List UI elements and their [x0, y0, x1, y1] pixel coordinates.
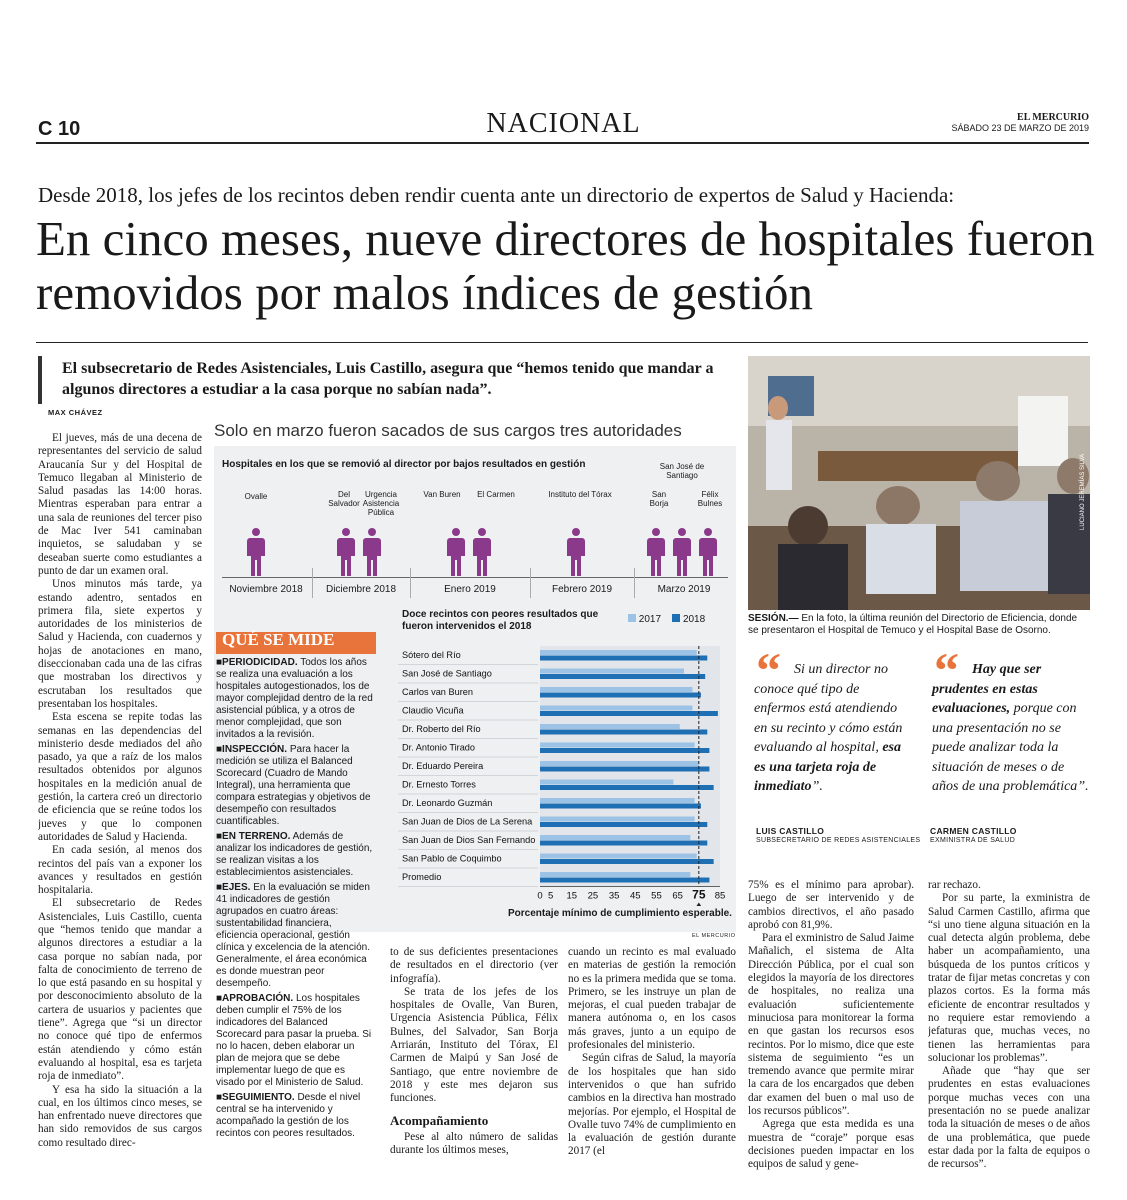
x-tick-label: 35 [608, 890, 620, 902]
hospital-name: Félix Bulnes [697, 490, 723, 508]
subheading: Acompañamiento [390, 1112, 489, 1128]
que-se-mide-item: ■SEGUIMIENTO. Desde el nivel central se ha intervenido y acompañado la gestión de los recintos con peores resultados. [216, 1092, 361, 1139]
paragraph: cuando un recinto es mal evaluado en materias de gestión la remoción no es la primera medida que se toma. Primero, se les instruye un plan de mejoras, el cual pueden trabajar de manera autónoma o, en los casos más graves, junto a un equipo de profesionales del ministerio. [568, 946, 736, 1052]
bar-2017 [540, 650, 697, 655]
quote-end: ”. [1077, 779, 1089, 794]
person-icon [336, 528, 356, 576]
bar-2017 [540, 724, 680, 729]
category-label: Dr. Eduardo Pereira [402, 761, 484, 771]
deck: El subsecretario de Redes Asistenciales, Luis Castillo, asegura que “hemos tenido que mandar a algunos directores a estudiar a la casa porque no sabían nada”. [62, 360, 714, 398]
infographic-credit: EL MERCURIO [692, 933, 736, 939]
hospitals-title: Hospitales en los que se removió al director por bajos resultados en gestión [222, 459, 586, 470]
paragraph: En cada sesión, al menos dos recintos del país van a exponer los avances y resultados en gestión hospitalaria. [38, 844, 202, 897]
bar-2018 [540, 693, 701, 698]
bar-2017 [540, 669, 684, 674]
quote-author: CARMEN CASTILLO [930, 826, 1017, 836]
que-se-mide-item: ■EJES. En la evaluación se miden 41 indicadores de gestión agrupados en cuatro áreas: sustentabilidad financiera, eficiencia operacional, gestión clínica y excelencia de la atención. Generalmente, el área económica es donde muestran peor desempeño. [216, 882, 370, 989]
paragraph: Y esa ha sido la situación a la cual, en los últimos cinco meses, se han enfrentado nueve directores que han sido removidos de sus cargos como resultado direc- [38, 1083, 202, 1149]
x-tick-label: 85 [714, 890, 726, 902]
headline-rule [36, 342, 1088, 343]
bar-2018 [540, 748, 709, 753]
hospital-name: Del Salvador [328, 490, 360, 508]
timeline-month: Noviembre 2018 [229, 584, 303, 595]
que-se-mide-box [216, 632, 376, 1167]
bar-2018 [540, 804, 701, 809]
quote-author-role: EXMINISTRA DE SALUD [930, 837, 1016, 844]
paragraph: Esta escena se repite todas las semanas en las dependencias del ministerio desde mediados del año pasado, ya que a raíz de los malos resultados obtenidos por algunos hospitales en la medición anual de gestión, la cartera creó un directorio de eficiencia que se reúne todos los jueves y que lo componen autoridades de Salud y Hacienda. [38, 711, 202, 843]
category-label: Dr. Leonardo Guzmán [402, 798, 493, 808]
item-text: Desde el nivel central se ha intervenido y acompañado la gestión de los recintos con peores resultados. [216, 1092, 361, 1139]
body-column-4 [568, 946, 736, 1171]
que-se-mide-item: ■EN TERRENO. Además de analizar los indicadores de gestión, se realizan visitas a los establecimientos asistenciales. [216, 831, 373, 878]
person-icon [566, 528, 586, 576]
timeline-month: Diciembre 2018 [325, 584, 397, 595]
legend-label: 2017 [638, 614, 662, 625]
bar-2018 [540, 656, 707, 661]
paragraph: Agrega que esta medida es una muestra de “coraje” porque esas decisiones pueden impactar en los equipos de salud y gene- [748, 1118, 914, 1171]
photo-credit: LUCIANO JEREMÍAS SILVA [1080, 453, 1086, 530]
item-label: EJES. [222, 882, 251, 893]
paragraph: Añade que “hay que ser prudentes en estas evaluaciones porque muchas veces con una presentación no se puede analizar toda la situación de meses o de años de una problemática, que puede estar dada por la falta de equipos o de recursos”. [928, 1065, 1090, 1171]
paragraph: 75% es el mínimo para aprobar). Luego de ser intervenido y de cambios directivos, el año pasado aprobó con 81,9%. [748, 879, 914, 931]
header-rule [36, 142, 1089, 144]
meeting-photo [748, 356, 1090, 610]
item-label: PERIODICIDAD. [222, 657, 298, 668]
issue-date: SÁBADO 23 DE MARZO DE 2019 [951, 123, 1089, 133]
category-label: San José de Santiago [402, 668, 492, 679]
body-column-3 [390, 946, 558, 1171]
bar-2018 [540, 767, 709, 772]
item-label: APROBACIÓN. [222, 993, 294, 1004]
person-icon [672, 528, 692, 576]
quote-text: porque con una presentación no se puede analizar toda la situación de meses o de años de una problemática [932, 701, 1078, 794]
legend-swatch-2017 [628, 614, 636, 622]
pull-quote [932, 660, 1092, 797]
x-tick-label: 15 [566, 890, 578, 902]
bar-2017 [540, 743, 695, 748]
bar-2017 [540, 817, 695, 822]
body-column-1 [38, 432, 202, 1167]
person-icon [362, 528, 382, 576]
category-label: Promedio [402, 872, 442, 882]
person-icon [472, 528, 492, 576]
timeline-divider [634, 568, 635, 598]
quote-mark-icon: “ [934, 642, 959, 698]
timeline-month: Enero 2019 [444, 584, 496, 595]
quote-end: ”. [811, 779, 823, 794]
paragraph: Por su parte, la exministra de Salud Carmen Castillo, afirma que “si uno tiene alguna situación en la cual detecta algún problema, debe haber un acompañamiento, una búsqueda de los puntos críticos y tratar de fijar metas concretas y con plazos cortos. Es la forma más eficiente de encontrar resultados y no requiere estar removiendo a jefaturas que, muchas veces, no tienen las herramientas para solucionar los problemas”. [928, 892, 1090, 1064]
chart-title: Doce recintos con peores resultados que fueron intervenidos el 2018 [402, 609, 599, 632]
pull-quote [754, 660, 910, 797]
photo-caption [748, 613, 1090, 637]
quote-bold: Hay que ser prudentes en estas evaluaciones, [932, 662, 1042, 716]
paragraph: Según cifras de Salud, la mayoría de los hospitales que han sido intervenidos o que han sufrido cambios en la directiva han mostrado mejorías. Por ejemplo, el Hospital de Ovalle tuvo 74% de cumplimiento en la evaluación de gestión durante 2017 (el [568, 1052, 736, 1158]
legend-label: 2018 [682, 614, 706, 625]
que-se-mide-item: ■INSPECCIÓN. Para hacer la medición se utiliza el Balanced Scorecard (Cuadro de Mando Integral), una herramienta que compara estrategias y objetivos de desempeño con resultados cuantificables. [216, 744, 371, 827]
x-tick-label: 75 [692, 887, 706, 902]
hospital-name: Van Buren [423, 490, 461, 499]
category-label: San Juan de Dios de La Serena [402, 816, 533, 827]
quote-author-role: SUBSECRETARIO DE REDES ASISTENCIALES [756, 837, 921, 844]
hospital-name: El Carmen [477, 490, 515, 499]
bar-2018 [540, 711, 718, 716]
x-tick-label: 65 [672, 890, 683, 902]
paragraph: Pese al alto número de salidas durante los últimos meses, [390, 1130, 558, 1157]
item-label: SEGUIMIENTO. [222, 1092, 295, 1103]
item-label: EN TERRENO. [222, 831, 291, 842]
x-tick-label: 5 [547, 890, 554, 902]
hospital-name: Instituto del Tórax [548, 490, 612, 499]
item-label: INSPECCIÓN. [222, 744, 288, 755]
hospital-name: San Borja [649, 490, 669, 508]
item-text: Todos los años se realiza una evaluación a los hospitales autogestionados, los de mayor complejidad dentro de la red asistencial pública, y a otros de menor complejidad, que son invitados a la revisión. [216, 657, 373, 740]
category-label: Sótero del Río [402, 650, 461, 660]
paragraph: Se trata de los jefes de los hospitales de Ovalle, Van Buren, Urgencia Asistencia Pública, Félix Bulnes, del Salvador, San Borja Arriarán, Instituto del Tórax, El Carmen de Maipú y San José de Santiago, que entre noviembre de 2018 y este mes dejaron sus funciones. [390, 985, 558, 1105]
quote-text: Si un director no conoce qué tipo de enfermos está atendiendo en su recinto y cómo están evaluando al hospital, [754, 662, 903, 755]
hospital-name: San José de Santiago [659, 462, 705, 480]
hospital-name: Urgencia Asistencia Pública [362, 490, 400, 517]
person-icon [246, 528, 266, 576]
body-column-5 [748, 879, 914, 1171]
paragraph: Unos minutos más tarde, ya estando adentro, sentados en primera fila, siete expertos y autoridades de los ministerios de Salud y Hacienda, con cuadernos y hojas de anotaciones en mano, diseccionaban cada una de las cifras que mostraban los directivos y escrutaban los resultados que presentaban los hospitales. [38, 578, 202, 710]
photo-illustration [748, 356, 1090, 610]
bar-2017 [540, 780, 673, 785]
bar-2017 [540, 872, 690, 877]
timeline-divider [312, 568, 313, 598]
bar-2018 [540, 878, 709, 883]
person-icon [698, 528, 718, 576]
page-number: C 10 [38, 118, 81, 140]
que-se-mide-item: ■APROBACIÓN. Los hospitales deben cumplir el 75% de los indicadores del Balanced Scorecard para pasar la prueba. Si no lo hacen, deben elaborar un plan de mejora que se debe implementar luego de que es visado por el Ministerio de Salud. [216, 993, 372, 1088]
plot-area [540, 646, 720, 887]
bar-2018 [540, 822, 707, 827]
paragraph: Para el exministro de Salud Jaime Mañalich, el sistema de Alta Dirección Pública, por el cual son elegidos la mayoría de los directores de hospitales, no realiza una evaluación suficientemente minuciosa para monitorear la forma en que gastan los recursos esos recintos. Por lo mismo, dice que este sistema de seguimiento “es un tremendo avance que permite mirar la cara de los encargados que deben dar examen del buen o mal uso de los recursos públicos”. [748, 932, 914, 1118]
bar-2018 [540, 674, 705, 679]
bar-chart [398, 640, 730, 906]
caption-label: SESIÓN.— [748, 613, 799, 624]
headline: En cinco meses, nueve directores de hospitales fueron removidos por malos índices de gestión [36, 211, 1095, 320]
timeline-month: Febrero 2019 [551, 584, 613, 595]
person-icon [446, 528, 466, 576]
kicker: Desde 2018, los jefes de los recintos deben rendir cuenta ante un directorio de expertos de Salud y Hacienda: [38, 183, 955, 207]
bar-2017 [540, 761, 699, 766]
person-icon [646, 528, 666, 576]
item-text: Los hospitales deben cumplir el 75% de los indicadores del Balanced Scorecard para pasar la prueba. Si no lo hacen, deben elaborar un plan de mejora que se debe implementar luego de que es visado por el Ministerio de Salud. [216, 993, 372, 1088]
infographic-title: Solo en marzo fueron sacados de sus cargos tres autoridades [214, 421, 682, 440]
chart-x-axis-title: Porcentaje mínimo de cumplimiento esperable. [508, 908, 732, 919]
bar-2017 [540, 687, 692, 692]
bar-2018 [540, 730, 707, 735]
body-column-6 [928, 879, 1090, 1171]
bar-2017 [540, 706, 692, 711]
hospital-name: Ovalle [244, 492, 268, 501]
threshold-marker-icon [695, 903, 703, 907]
paragraph: to de sus deficientes presentaciones de resultados en el directorio (ver infografía). [390, 946, 558, 985]
bar-2018 [540, 785, 714, 790]
bar-2018 [540, 841, 707, 846]
category-label: San Pablo de Coquimbo [402, 853, 502, 864]
quote-mark-icon: “ [756, 642, 781, 698]
x-tick-label: 45 [630, 890, 641, 902]
x-tick-label: 55 [651, 890, 662, 902]
x-tick-label: 25 [587, 890, 599, 902]
item-text: Para hacer la medición se utiliza el Balanced Scorecard (Cuadro de Mando Integral), una herramienta que compara estrategias y objetivos de desempeño con resultados cuantificables. [216, 744, 371, 827]
category-label: Carlos van Buren [402, 687, 473, 697]
timeline-rule [222, 577, 728, 578]
category-label: Dr. Antonio Tirado [402, 742, 476, 753]
timeline-divider [410, 568, 411, 598]
timeline-month: Marzo 2019 [657, 584, 711, 595]
caption-text: En la foto, la última reunión del Directorio de Eficiencia, donde se presentaron el Hospital de Temuco y el Hospital Base de Osorno. [748, 613, 1078, 636]
bar-2017 [540, 835, 690, 840]
que-se-mide-item: ■PERIODICIDAD. Todos los años se realiza una evaluación a los hospitales autogestionados, los de mayor complejidad dentro de la red asistencial pública, y a otros de menor complejidad, que son invitados a la revisión. [216, 657, 373, 740]
item-text: En la evaluación se miden 41 indicadores de gestión agrupados en cuatro áreas: sustentabilidad financiera, eficiencia operacional, gestión clínica y excelencia de la atención. Generalmente, el área económica es donde muestran peor desempeño. [216, 882, 370, 989]
paper-name: EL MERCURIO [1017, 112, 1089, 123]
deck-bar [38, 356, 42, 404]
byline: MAX CHÁVEZ [48, 408, 103, 417]
paragraph: El subsecretario de Redes Asistenciales, Luis Castillo, cuenta que “hemos tenido que mandar a algunos directores a estudiar a la casa porque no sabían nada, por falta de conocimiento de terreno de lo que está pasando en su hospital y por desconocimiento absoluto de la cartera de usuarios y pacientes que tiene”. Agrega que “si un director no conoce qué tipo de enfermos están atendiendo y cómo están evaluando al hospital, esa es tarjeta roja de inmediato”. [38, 897, 202, 1083]
section-title: NACIONAL [486, 108, 641, 139]
category-label: San Juan de Dios San Fernando [402, 835, 536, 845]
que-se-mide-heading: QUÉ SE MIDE [216, 632, 376, 654]
category-label: Dr. Ernesto Torres [402, 779, 476, 790]
quote-bold: esa es una tarjeta roja de inmediato [754, 740, 901, 794]
x-tick-label: 0 [537, 890, 543, 902]
paragraph: rar rechazo. [928, 879, 981, 891]
legend-swatch-2018 [672, 614, 680, 622]
category-label: Dr. Roberto del Río [402, 724, 481, 734]
category-label: Claudio Vicuña [402, 705, 464, 716]
quote-author: LUIS CASTILLO [756, 826, 825, 836]
masthead [951, 112, 1089, 134]
item-text: Además de analizar los indicadores de gestión, se realizan visitas a los establecimientos asistenciales. [216, 831, 373, 878]
bar-2018 [540, 859, 714, 864]
bar-2017 [540, 798, 695, 803]
paragraph: El jueves, más de una decena de representantes del servicio de salud Araucanía Sur y del Hospital de Temuco llegaban al Ministerio de Salud pasadas las 14:00 horas. Mientras esperaban para entrar a una sala de reuniones del tercer piso de Mac Iver 541 caminaban inquietos, se saludaban y se deseaban suerte como estudiantes a punto de dar un examen oral. [38, 432, 202, 577]
chart-legend [628, 614, 705, 625]
timeline-divider [530, 568, 531, 598]
bar-2017 [540, 854, 697, 859]
